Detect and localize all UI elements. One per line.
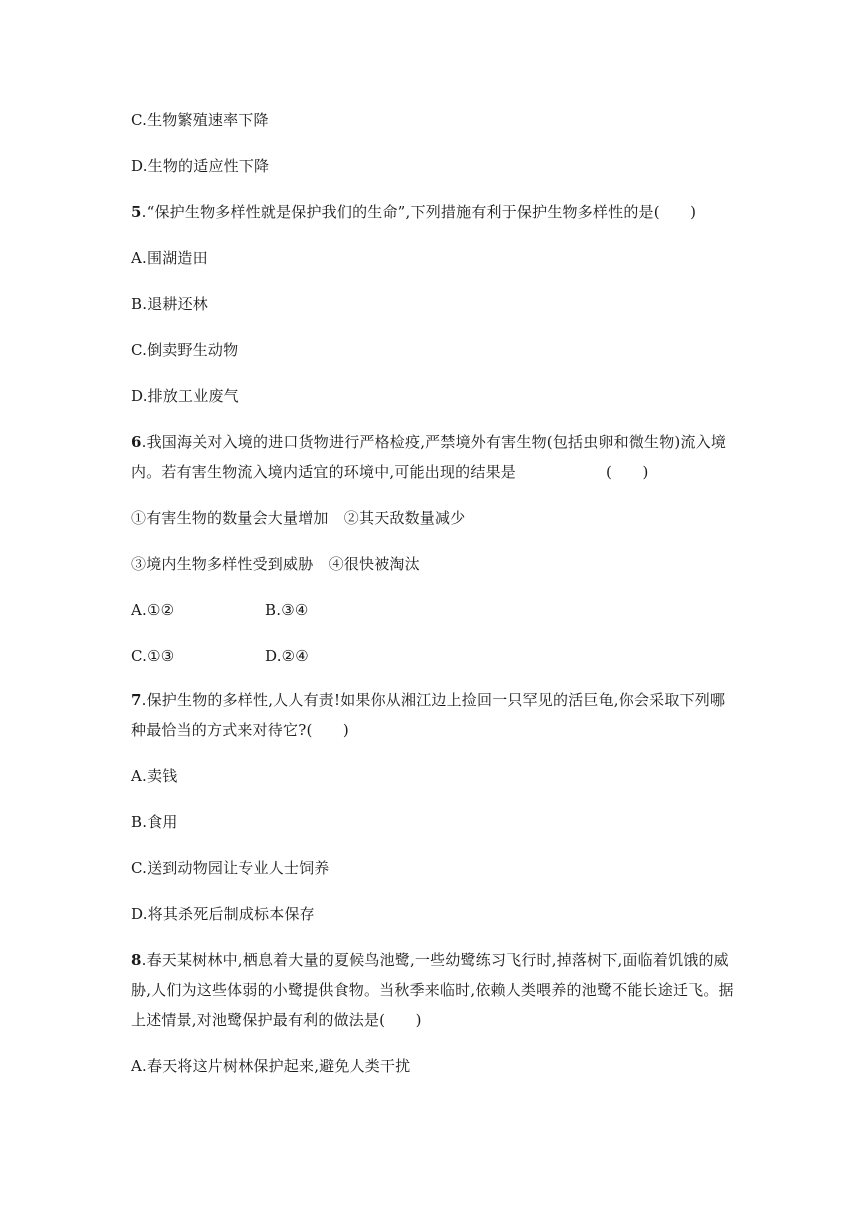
q5-option-d: D.排放工业废气 [131, 387, 239, 405]
q7-stem-line2: 种最恰当的方式来对待它?( ) [131, 721, 349, 739]
q6-statements-2: ③境内生物多样性受到威胁 ④很快被淘汰 [131, 555, 420, 573]
q8-option-a: A.春天将这片树林保护起来,避免人类干扰 [131, 1057, 411, 1075]
q4-option-c: C.生物繁殖速率下降 [131, 111, 269, 129]
q6-statements-1: ①有害生物的数量会大量增加 ②其天敌数量减少 [131, 509, 466, 527]
q8-stem-text-1: .春天某树林中,栖息着大量的夏候鸟池鹭,一些幼鹭练习飞行时,掉落树下,面临着饥饿的威 [141, 951, 729, 969]
q6-answer-paren: ( ) [606, 463, 649, 481]
q5-stem-text: .“保护生物多样性就是保护我们的生命”,下列措施有利于保护生物多样性的是( ) [141, 203, 697, 221]
q6-stem-text-2: 内。若有害生物流入境内适宜的环境中,可能出现的结果是 [131, 463, 516, 481]
q7-option-c: C.送到动物园让专业人士饲养 [131, 859, 330, 877]
q4-option-d: D.生物的适应性下降 [131, 157, 270, 175]
q6-option-c: C.①③ [131, 647, 175, 665]
q5-option-b: B.退耕还林 [131, 295, 208, 313]
q8-stem-line2: 胁,人们为这些体弱的小鹭提供食物。当秋季来临时,依赖人类喂养的池鹭不能长途迁飞。据 [131, 981, 734, 999]
q6-stem-line1 [131, 432, 726, 452]
q5-stem [131, 202, 696, 222]
q7-stem-line1 [131, 690, 725, 710]
q7-option-d: D.将其杀死后制成标本保存 [131, 905, 315, 923]
q5-option-c: C.倒卖野生动物 [131, 341, 239, 359]
q5-option-a: A.围湖造田 [131, 249, 208, 267]
q7-option-a: A.卖钱 [131, 767, 178, 785]
q5-number: 5 [131, 203, 142, 221]
q6-option-d: D.②④ [265, 647, 309, 665]
q6-option-a: A.①② [131, 601, 175, 619]
q7-number: 7 [131, 691, 142, 709]
q6-stem-line2 [131, 462, 516, 482]
q8-stem-line1 [131, 950, 729, 970]
q7-stem-text-1: .保护生物的多样性,人人有责!如果你从湘江边上捡回一只罕见的活巨龟,你会采取下列哪 [141, 691, 726, 709]
q7-option-b: B.食用 [131, 813, 178, 831]
q6-number: 6 [131, 433, 142, 451]
q8-number: 8 [131, 951, 142, 969]
q8-stem-line3: 上述情景,对池鹭保护最有利的做法是( ) [131, 1011, 422, 1029]
q6-stem-text-1: .我国海关对入境的进口货物进行严格检疫,严禁境外有害生物(包括虫卵和微生物)流入境 [141, 433, 727, 451]
q6-option-b: B.③④ [265, 601, 309, 619]
